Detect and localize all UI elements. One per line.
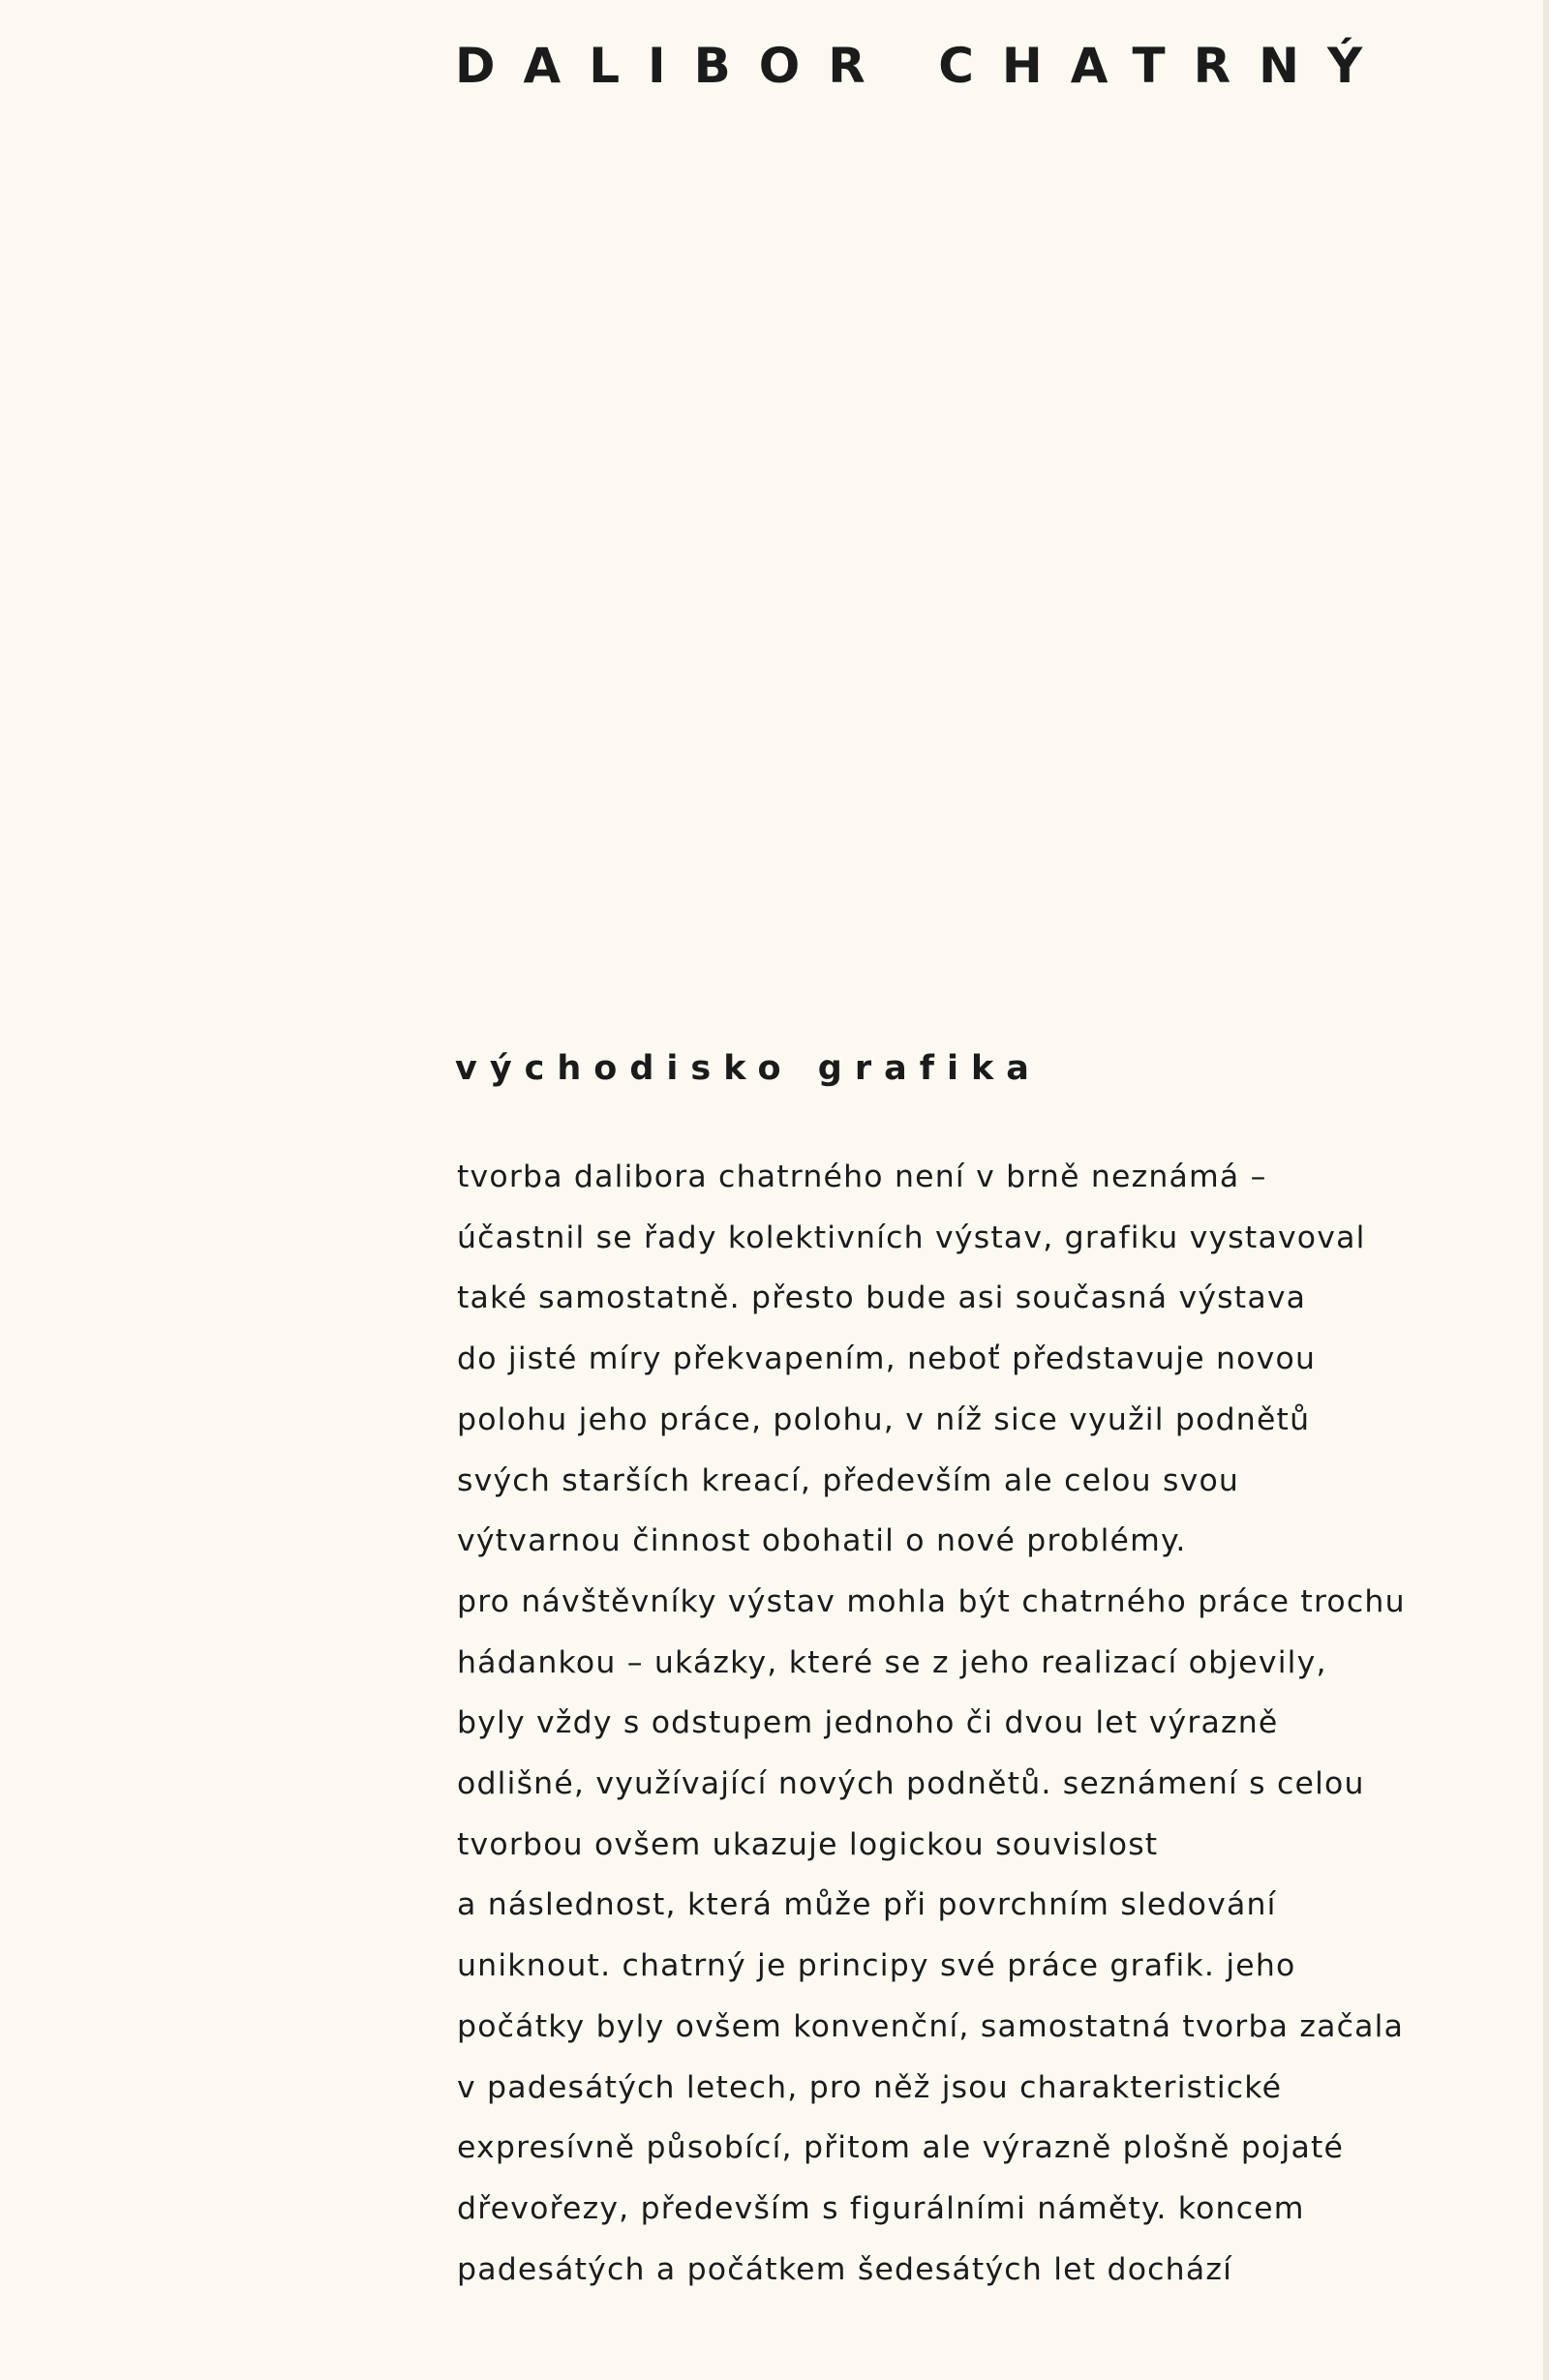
page-edge (1543, 0, 1549, 2380)
text-line: tvorba dalibora chatrného není v brně neznámá – (457, 1160, 1267, 1194)
text-line: odlišné, využívající nových podnětů. seznámení s celou (457, 1766, 1365, 1802)
text-line: pro návštěvníky výstav mohla být chatrného práce trochu (457, 1583, 1406, 1619)
text-line: uniknout. chatrný je principy své práce grafik. jeho (457, 1948, 1296, 1984)
text-line: dřevořezy, především s figurálními náměty. koncem (457, 2190, 1305, 2226)
text-line: do jisté míry překvapením, neboť představuje novou (457, 1341, 1317, 1377)
text-line: expresívně působící, přitom ale výrazně plošně pojaté (457, 2130, 1345, 2166)
text-line: svých starších kreací, především ale celou svou (457, 1462, 1240, 1498)
section-heading: východisko grafika (455, 1049, 1042, 1088)
text-line: padesátých a počátkem šedesátých let dochází (457, 2251, 1233, 2287)
text-line: a následnost, která může při povrchním sledování (457, 1887, 1277, 1923)
text-line: počátky byly ovšem konvenční, samostatná tvorba začala (457, 2008, 1405, 2044)
text-line: byly vždy s odstupem jednoho či dvou let výrazně (457, 1705, 1279, 1741)
author-name: DALIBOR CHATRNÝ (455, 38, 1391, 94)
text-line: výtvarnou činnost obohatil o nové problémy. (457, 1523, 1187, 1559)
text-line: polohu jeho práce, polohu, v níž sice využil podnětů (457, 1401, 1311, 1437)
text-line: hádankou – ukázky, které se z jeho realizací objevily, (457, 1644, 1327, 1680)
text-line: účastnil se řady kolektivních výstav, grafiku vystavoval (457, 1220, 1366, 1255)
text-line: také samostatně. přesto bude asi současná výstava (457, 1280, 1307, 1316)
body-text (457, 1147, 1444, 2300)
text-line: v padesátých letech, pro něž jsou charakteristické (457, 2069, 1283, 2105)
text-line: tvorbou ovšem ukazuje logickou souvislost (457, 1826, 1159, 1862)
